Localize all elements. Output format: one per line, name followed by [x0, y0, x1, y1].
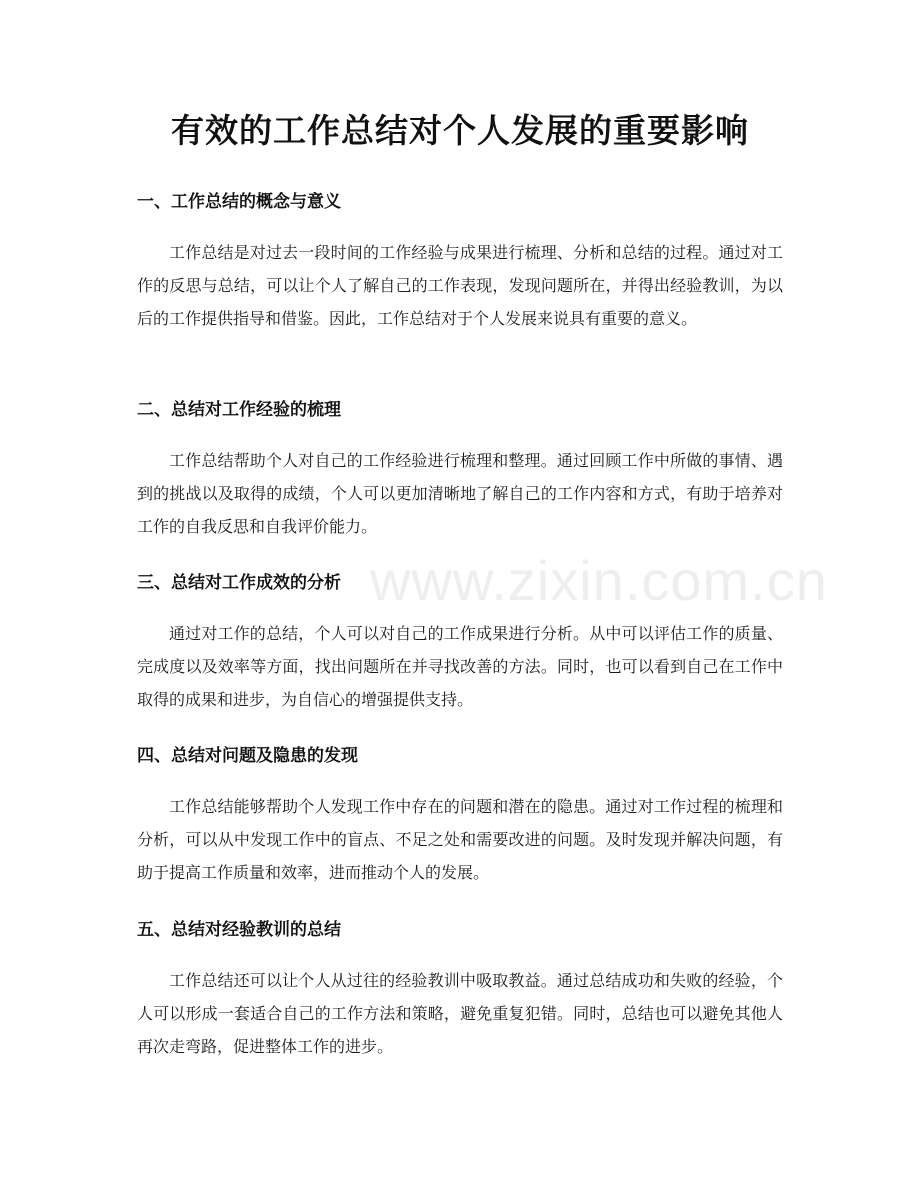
section-1-paragraph: 工作总结是对过去一段时间的工作经验与成果进行梳理、分析和总结的过程。通过对工作的反思与总结，可以让个人了解自己的工作表现，发现问题所在，并得出经验教训，为以后的工作提供指导和借鉴。因此，工作总结对于个人发展来说具有重要的意义。 [137, 243, 783, 328]
section-2-heading: 二、总结对工作经验的梳理 [137, 400, 341, 420]
section-4-heading: 四、总结对问题及隐患的发现 [137, 746, 358, 766]
section-2-paragraph: 工作总结帮助个人对自己的工作经验进行梳理和整理。通过回顾工作中所做的事情、遇到的挑战以及取得的成绩，个人可以更加清晰地了解自己的工作内容和方式，有助于培养对工作的自我反思和自我评价能力。 [137, 451, 783, 536]
section-4-paragraph: 工作总结能够帮助个人发现工作中存在的问题和潜在的隐患。通过对工作过程的梳理和分析，可以从中发现工作中的盲点、不足之处和需要改进的问题。及时发现并解决问题，有助于提高工作质量和效率，进而推动个人的发展。 [137, 797, 783, 882]
document-title: 有效的工作总结对个人发展的重要影响 [171, 111, 749, 150]
section-5-paragraph: 工作总结还可以让个人从过往的经验教训中吸取教益。通过总结成功和失败的经验，个人可以形成一套适合自己的工作方法和策略，避免重复犯错。同时，总结也可以避免其他人再次走弯路，促进整体工作的进步。 [137, 971, 783, 1056]
watermark: www.zixin.com.cn [370, 549, 828, 612]
section-5-heading: 五、总结对经验教训的总结 [137, 920, 341, 940]
section-3-heading: 三、总结对工作成效的分析 [137, 573, 341, 593]
section-1-heading: 一、工作总结的概念与意义 [137, 192, 341, 212]
section-3-paragraph: 通过对工作的总结，个人可以对自己的工作成果进行分析。从中可以评估工作的质量、完成度以及效率等方面，找出问题所在并寻找改善的方法。同时，也可以看到自己在工作中取得的成果和进步，为自信心的增强提供支持。 [137, 624, 783, 709]
